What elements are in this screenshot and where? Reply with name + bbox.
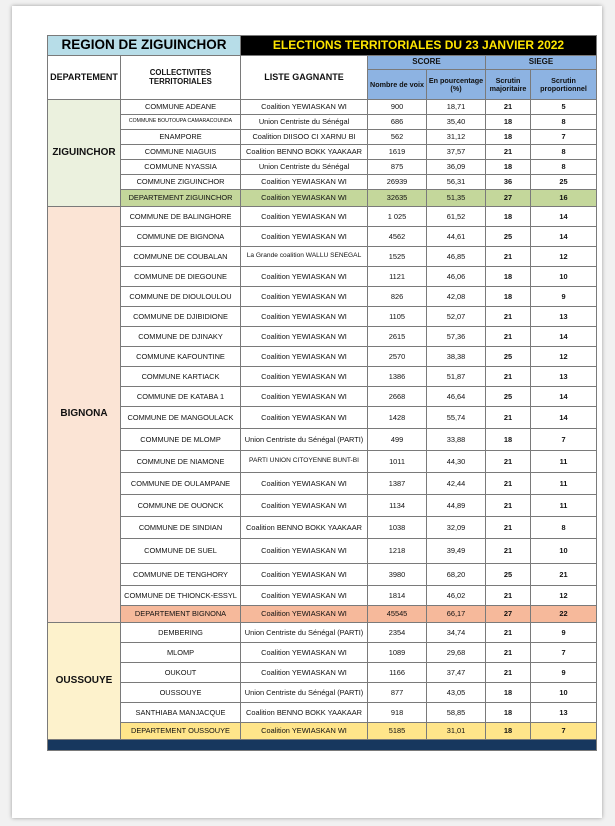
liste-cell: Coalition YEWIASKAN WI [241, 407, 368, 429]
collectivite-cell: COMMUNE BOUTOUPA CAMARACOUNDA [121, 115, 241, 130]
liste-cell: Coalition YEWIASKAN WI [241, 564, 368, 586]
voix-cell: 1814 [368, 586, 427, 606]
prop-cell: 10 [531, 683, 597, 703]
maj-cell: 18 [486, 683, 531, 703]
liste-cell: Coalition YEWIASKAN WI [241, 387, 368, 407]
bottom-band [48, 740, 597, 751]
voix-cell: 877 [368, 683, 427, 703]
prop-cell: 9 [531, 663, 597, 683]
col-prop-header: Scrutin proportionnel [531, 70, 597, 100]
table-row [48, 207, 597, 227]
pct-cell: 42,44 [427, 473, 486, 495]
prop-cell: 11 [531, 451, 597, 473]
maj-cell: 18 [486, 160, 531, 175]
pct-cell: 36,09 [427, 160, 486, 175]
collectivite-cell: COMMUNE DE MANGOULACK [121, 407, 241, 429]
prop-cell: 8 [531, 115, 597, 130]
table-row [48, 539, 597, 564]
table-row [48, 407, 597, 429]
liste-cell: Coalition YEWIASKAN WI [241, 347, 368, 367]
voix-cell: 1121 [368, 267, 427, 287]
table-row [48, 287, 597, 307]
collectivite-cell: COMMUNE DE DJIBIDIONE [121, 307, 241, 327]
score-group-header: SCORE [368, 56, 486, 70]
voix-cell: 1619 [368, 145, 427, 160]
collectivite-cell: COMMUNE DE MLOMP [121, 429, 241, 451]
maj-cell: 18 [486, 703, 531, 723]
department-name: BIGNONA [48, 207, 121, 623]
voix-cell: 918 [368, 703, 427, 723]
prop-cell: 14 [531, 327, 597, 347]
table-row [48, 683, 597, 703]
liste-cell: Coalition BENNO BOKK YAAKAAR [241, 517, 368, 539]
table-row [48, 517, 597, 539]
voix-cell: 1038 [368, 517, 427, 539]
maj-cell: 21 [486, 663, 531, 683]
maj-cell: 21 [486, 247, 531, 267]
maj-cell: 18 [486, 287, 531, 307]
pct-cell: 44,89 [427, 495, 486, 517]
prop-cell: 12 [531, 347, 597, 367]
collectivite-cell: DEPARTEMENT OUSSOUYE [121, 723, 241, 740]
table-row [48, 175, 597, 190]
voix-cell: 499 [368, 429, 427, 451]
collectivite-cell: COMMUNE DE SUEL [121, 539, 241, 564]
liste-cell: Coalition YEWIASKAN WI [241, 367, 368, 387]
voix-cell: 2570 [368, 347, 427, 367]
pct-cell: 66,17 [427, 606, 486, 623]
pct-cell: 46,02 [427, 586, 486, 606]
prop-cell: 8 [531, 160, 597, 175]
liste-cell: Coalition BENNO BOKK YAAKAAR [241, 145, 368, 160]
collectivite-cell: COMMUNE DE KATABA 1 [121, 387, 241, 407]
prop-cell: 8 [531, 145, 597, 160]
prop-cell: 13 [531, 367, 597, 387]
pct-cell: 44,61 [427, 227, 486, 247]
maj-cell: 21 [486, 307, 531, 327]
pct-cell: 39,49 [427, 539, 486, 564]
collectivite-cell: COMMUNE DE OULAMPANE [121, 473, 241, 495]
voix-cell: 686 [368, 115, 427, 130]
voix-cell: 1105 [368, 307, 427, 327]
collectivite-cell: COMMUNE DE BALINGHORE [121, 207, 241, 227]
maj-cell: 18 [486, 115, 531, 130]
table-row [48, 495, 597, 517]
collectivite-cell: SANTHIABA MANJACQUE [121, 703, 241, 723]
liste-cell: PARTI UNION CITOYENNE BUNT-BI [241, 451, 368, 473]
voix-cell: 2668 [368, 387, 427, 407]
maj-cell: 21 [486, 145, 531, 160]
maj-cell: 21 [486, 586, 531, 606]
results-table [47, 35, 597, 751]
pct-cell: 51,87 [427, 367, 486, 387]
table-row [48, 703, 597, 723]
maj-cell: 21 [486, 407, 531, 429]
table-row [48, 564, 597, 586]
table-row [48, 663, 597, 683]
prop-cell: 22 [531, 606, 597, 623]
table-row [48, 130, 597, 145]
voix-cell: 1166 [368, 663, 427, 683]
table-row [48, 367, 597, 387]
col-pct-header: En pourcentage (%) [427, 70, 486, 100]
liste-cell: Coalition YEWIASKAN WI [241, 495, 368, 517]
prop-cell: 9 [531, 287, 597, 307]
table-row [48, 115, 597, 130]
pct-cell: 58,85 [427, 703, 486, 723]
department-name: ZIGUINCHOR [48, 100, 121, 207]
collectivite-cell: OUKOUT [121, 663, 241, 683]
voix-cell: 900 [368, 100, 427, 115]
prop-cell: 10 [531, 539, 597, 564]
maj-cell: 21 [486, 623, 531, 643]
voix-cell: 1011 [368, 451, 427, 473]
liste-cell: Coalition BENNO BOKK YAAKAAR [241, 703, 368, 723]
liste-cell: Coalition YEWIASKAN WI [241, 723, 368, 740]
prop-cell: 10 [531, 267, 597, 287]
prop-cell: 14 [531, 227, 597, 247]
pct-cell: 37,57 [427, 145, 486, 160]
pct-cell: 57,36 [427, 327, 486, 347]
liste-cell: Coalition YEWIASKAN WI [241, 663, 368, 683]
table-row [48, 100, 597, 115]
pct-cell: 31,01 [427, 723, 486, 740]
voix-cell: 4562 [368, 227, 427, 247]
pct-cell: 42,08 [427, 287, 486, 307]
col-departement-header: DEPARTEMENT [48, 56, 121, 100]
voix-cell: 1387 [368, 473, 427, 495]
voix-cell: 26939 [368, 175, 427, 190]
liste-cell: Union Centriste du Sénégal (PARTI) [241, 623, 368, 643]
liste-cell: Coalition YEWIASKAN WI [241, 267, 368, 287]
voix-cell: 1134 [368, 495, 427, 517]
pct-cell: 56,31 [427, 175, 486, 190]
collectivite-cell: DEMBERING [121, 623, 241, 643]
table-row [48, 247, 597, 267]
prop-cell: 13 [531, 703, 597, 723]
table-row [48, 327, 597, 347]
collectivite-cell: COMMUNE DE COUBALAN [121, 247, 241, 267]
maj-cell: 21 [486, 100, 531, 115]
liste-cell: Coalition YEWIASKAN WI [241, 190, 368, 207]
table-row [48, 267, 597, 287]
liste-cell: Coalition YEWIASKAN WI [241, 643, 368, 663]
pct-cell: 32,09 [427, 517, 486, 539]
collectivite-cell: COMMUNE KAFOUNTINE [121, 347, 241, 367]
liste-cell: Coalition YEWIASKAN WI [241, 207, 368, 227]
pct-cell: 37,47 [427, 663, 486, 683]
collectivite-cell: COMMUNE DE THIONCK-ESSYL [121, 586, 241, 606]
prop-cell: 7 [531, 643, 597, 663]
maj-cell: 21 [486, 495, 531, 517]
prop-cell: 16 [531, 190, 597, 207]
collectivite-cell: COMMUNE DE DIEGOUNE [121, 267, 241, 287]
table-row [48, 586, 597, 606]
pct-cell: 18,71 [427, 100, 486, 115]
liste-cell: Coalition YEWIASKAN WI [241, 175, 368, 190]
table-row [48, 429, 597, 451]
maj-cell: 21 [486, 539, 531, 564]
liste-cell: Coalition DIISOO CI XARNU BI [241, 130, 368, 145]
pct-cell: 35,40 [427, 115, 486, 130]
pct-cell: 46,85 [427, 247, 486, 267]
maj-cell: 21 [486, 451, 531, 473]
prop-cell: 12 [531, 247, 597, 267]
pct-cell: 31,12 [427, 130, 486, 145]
prop-cell: 21 [531, 564, 597, 586]
prop-cell: 11 [531, 473, 597, 495]
maj-cell: 25 [486, 347, 531, 367]
table-row [48, 623, 597, 643]
pct-cell: 55,74 [427, 407, 486, 429]
voix-cell: 1 025 [368, 207, 427, 227]
department-name: OUSSOUYE [48, 623, 121, 740]
collectivite-cell: COMMUNE NIAGUIS [121, 145, 241, 160]
table-row [48, 643, 597, 663]
maj-cell: 21 [486, 367, 531, 387]
liste-cell: Union Centriste du Sénégal (PARTI) [241, 429, 368, 451]
collectivite-cell: COMMUNE KARTIACK [121, 367, 241, 387]
collectivite-cell: COMMUNE DE OUONCK [121, 495, 241, 517]
liste-cell: Coalition YEWIASKAN WI [241, 327, 368, 347]
collectivite-cell: OUSSOUYE [121, 683, 241, 703]
voix-cell: 5185 [368, 723, 427, 740]
collectivite-cell: COMMUNE NYASSIA [121, 160, 241, 175]
table-row [48, 160, 597, 175]
collectivite-cell: COMMUNE DE DIOULOULOU [121, 287, 241, 307]
voix-cell: 826 [368, 287, 427, 307]
table-row [48, 451, 597, 473]
table-row [48, 227, 597, 247]
maj-cell: 25 [486, 387, 531, 407]
collectivite-cell: DEPARTEMENT ZIGUINCHOR [121, 190, 241, 207]
department-total-row [48, 606, 597, 623]
prop-cell: 11 [531, 495, 597, 517]
elections-title: ELECTIONS TERRITORIALES DU 23 JANVIER 2022 [241, 36, 597, 56]
maj-cell: 25 [486, 227, 531, 247]
collectivite-cell: COMMUNE DE TENGHORY [121, 564, 241, 586]
prop-cell: 7 [531, 130, 597, 145]
liste-cell: Coalition YEWIASKAN WI [241, 606, 368, 623]
liste-cell: Union Centriste du Sénégal (PARTI) [241, 683, 368, 703]
pct-cell: 61,52 [427, 207, 486, 227]
pct-cell: 46,64 [427, 387, 486, 407]
collectivite-cell: COMMUNE DE DJINAKY [121, 327, 241, 347]
maj-cell: 25 [486, 564, 531, 586]
maj-cell: 18 [486, 207, 531, 227]
prop-cell: 7 [531, 723, 597, 740]
voix-cell: 45545 [368, 606, 427, 623]
prop-cell: 14 [531, 387, 597, 407]
collectivite-cell: COMMUNE DE NIAMONE [121, 451, 241, 473]
liste-cell: La Grande coalition WALLU SENEGAL [241, 247, 368, 267]
voix-cell: 2615 [368, 327, 427, 347]
col-voix-header: Nombre de voix [368, 70, 427, 100]
department-total-row [48, 723, 597, 740]
prop-cell: 9 [531, 623, 597, 643]
maj-cell: 21 [486, 517, 531, 539]
voix-cell: 32635 [368, 190, 427, 207]
voix-cell: 3980 [368, 564, 427, 586]
voix-cell: 562 [368, 130, 427, 145]
maj-cell: 21 [486, 327, 531, 347]
table-row [48, 387, 597, 407]
prop-cell: 12 [531, 586, 597, 606]
prop-cell: 5 [531, 100, 597, 115]
liste-cell: Coalition YEWIASKAN WI [241, 287, 368, 307]
table-row [48, 145, 597, 160]
maj-cell: 27 [486, 190, 531, 207]
pct-cell: 44,30 [427, 451, 486, 473]
pct-cell: 29,68 [427, 643, 486, 663]
collectivite-cell: COMMUNE DE SINDIAN [121, 517, 241, 539]
liste-cell: Union Centriste du Sénégal [241, 160, 368, 175]
voix-cell: 1525 [368, 247, 427, 267]
maj-cell: 21 [486, 473, 531, 495]
liste-cell: Union Centriste du Sénégal [241, 115, 368, 130]
liste-cell: Coalition YEWIASKAN WI [241, 227, 368, 247]
prop-cell: 8 [531, 517, 597, 539]
pct-cell: 38,38 [427, 347, 486, 367]
col-collectivites-header: COLLECTIVITES TERRITORIALES [121, 56, 241, 100]
liste-cell: Coalition YEWIASKAN WI [241, 473, 368, 495]
col-liste-header: LISTE GAGNANTE [241, 56, 368, 100]
pct-cell: 52,07 [427, 307, 486, 327]
col-major-header: Scrutin majoritaire [486, 70, 531, 100]
liste-cell: Coalition YEWIASKAN WI [241, 307, 368, 327]
maj-cell: 21 [486, 643, 531, 663]
collectivite-cell: COMMUNE DE BIGNONA [121, 227, 241, 247]
bottom-band-row [48, 740, 597, 751]
collectivite-cell: COMMUNE ZIGUINCHOR [121, 175, 241, 190]
prop-cell: 14 [531, 407, 597, 429]
pct-cell: 43,05 [427, 683, 486, 703]
pct-cell: 46,06 [427, 267, 486, 287]
prop-cell: 13 [531, 307, 597, 327]
region-title: REGION DE ZIGUINCHOR [48, 36, 241, 56]
maj-cell: 18 [486, 723, 531, 740]
maj-cell: 18 [486, 267, 531, 287]
voix-cell: 1089 [368, 643, 427, 663]
table-row [48, 473, 597, 495]
table-row [48, 347, 597, 367]
department-total-row [48, 190, 597, 207]
table-row [48, 307, 597, 327]
maj-cell: 36 [486, 175, 531, 190]
pct-cell: 51,35 [427, 190, 486, 207]
voix-cell: 1428 [368, 407, 427, 429]
liste-cell: Coalition YEWIASKAN WI [241, 100, 368, 115]
pct-cell: 68,20 [427, 564, 486, 586]
maj-cell: 18 [486, 130, 531, 145]
voix-cell: 1386 [368, 367, 427, 387]
prop-cell: 14 [531, 207, 597, 227]
pct-cell: 34,74 [427, 623, 486, 643]
voix-cell: 1218 [368, 539, 427, 564]
document-page [12, 6, 602, 818]
liste-cell: Coalition YEWIASKAN WI [241, 539, 368, 564]
prop-cell: 25 [531, 175, 597, 190]
collectivite-cell: ENAMPORE [121, 130, 241, 145]
collectivite-cell: MLOMP [121, 643, 241, 663]
collectivite-cell: COMMUNE ADEANE [121, 100, 241, 115]
collectivite-cell: DEPARTEMENT BIGNONA [121, 606, 241, 623]
voix-cell: 2354 [368, 623, 427, 643]
maj-cell: 27 [486, 606, 531, 623]
voix-cell: 875 [368, 160, 427, 175]
siege-group-header: SIEGE [486, 56, 597, 70]
maj-cell: 18 [486, 429, 531, 451]
pct-cell: 33,88 [427, 429, 486, 451]
prop-cell: 7 [531, 429, 597, 451]
liste-cell: Coalition YEWIASKAN WI [241, 586, 368, 606]
